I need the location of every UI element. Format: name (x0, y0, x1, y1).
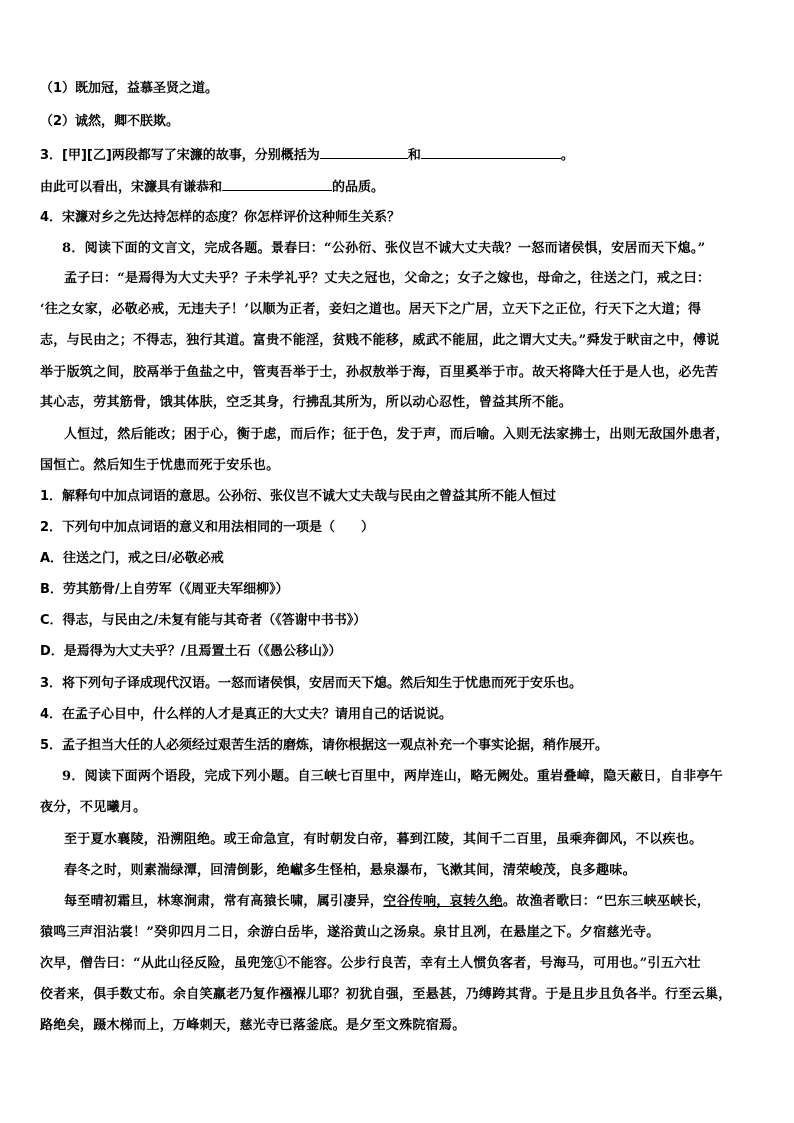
passage-line: 至于夏水襄陵，沿溯阻绝。或王命急宣，有时朝发白帝，暮到江陵，其间千二百里，虽乘奔御风，不以疾也。 (64, 832, 703, 847)
text-line: 4．宋濂对乡之先达持怎样的态度？你怎样评价这种师生关系？ (40, 210, 401, 225)
text-line: （1）既加冠，益慕圣贤之道。 (40, 81, 219, 96)
passage-line: 举于版筑之间，胶鬲举于鱼盐之中，管夷吾举于士，孙叔敖举于海，百里奚举于市。故天将降大任于是人也，必先苦 (40, 365, 719, 380)
text-fragment: 每至晴初霜旦，林寒涧肃，常有高猿长啸，属引凄异， (64, 894, 384, 909)
option-d[interactable]: D．是焉得为大丈夫乎？/且焉置土石（《愚公移山》） (40, 644, 342, 659)
question-fill-line (40, 178, 760, 197)
question-fill-line (40, 146, 760, 165)
passage-line: 9．阅读下面两个语段，完成下列小题。自三峡七百里中，两岸连山，略无阙处。重岩叠嶂，隐天蔽日，自非亭午 (62, 769, 724, 784)
passage-line: 次早，僧告曰：“从此山径反险，虽兜笼①不能容。公步行良苦，幸有土人惯负客者，号海马，可用也。”引五六壮 (40, 956, 701, 971)
passage-line: 国恒亡。然后知生于忧患而死于安乐也。 (40, 458, 280, 473)
question-line: 2．下列句中加点词语的意义和用法相同的一项是（ ） (40, 520, 375, 535)
answer-blank[interactable] (222, 178, 332, 191)
underlined-sentence: 空谷传响，哀转久绝 (383, 894, 503, 909)
text-fragment: 。故渔者歌曰：“巴东三峡巫峡长， (502, 894, 711, 909)
text-fragment: 的品质。 (332, 180, 385, 195)
passage-line (64, 893, 760, 911)
text-fragment: 3．[甲][乙]两段都写了宋濂的故事，分别概括为 (40, 148, 320, 163)
passage-line: 8．阅读下面的文言文，完成各题。景春曰：“公孙衍、张仪岂不诚大丈夫哉？一怒而诸侯惧，安居而天下熄。” (62, 241, 706, 256)
passage-line: 志，与民由之；不得志，独行其道。富贵不能淫，贫贱不能移，威武不能屈，此之谓大丈夫。”舜发于畎亩之中，傅说 (40, 333, 720, 348)
passage-line: ‘往之女家，必敬必戒，无违夫子！’以顺为正者，妾妇之道也。居天下之广居，立天下之正位，行天下之大道；得 (40, 302, 702, 317)
option-c[interactable]: C．得志，与民由之/未复有能与其奇者（《答谢中书书》） (40, 613, 367, 628)
text-fragment: 。 (560, 148, 574, 163)
passage-line: 其心志，劳其筋骨，饿其体肤，空乏其身，行拂乱其所为，所以动心忍性，曾益其所不能。 (40, 395, 573, 410)
answer-blank[interactable] (421, 146, 561, 159)
passage-line: 夜分，不见曦月。 (40, 800, 147, 815)
text-fragment: 和 (407, 148, 421, 163)
text-fragment: 由此可以看出，宋濂具有谦恭和 (40, 180, 223, 195)
question-line: 4．在孟子心目中，什么样的人才是真正的大丈夫？请用自己的话说说。 (40, 707, 453, 722)
question-line: 3．将下列句子译成现代汉语。一怒而诸侯惧，安居而天下熄。然后知生于忧患而死于安乐也。 (40, 676, 583, 691)
text-line: （2）诚然，卿不朕欺。 (40, 114, 180, 129)
passage-line: 路绝矣，蹑木梯而上，万峰刺天，慈光寺已落釜底。是夕至文殊院宿焉。 (40, 1018, 466, 1033)
passage-line: 猿鸣三声泪沾裳！”癸卯四月二日，余游白岳毕，遂浴黄山之汤泉。泉甘且冽，在悬崖之下。夕宿慈光寺。 (40, 925, 660, 940)
option-a[interactable]: A．往送之门，戒之曰/必敬必戒 (40, 551, 224, 566)
passage-line: 佼者来，俱手数丈布。余自笑羸老乃复作襁褓儿耶？初犹自强，至悬甚，乃缚跨其背。于是且步且负各半。行至云巢， (40, 987, 732, 1002)
passage-line: 春冬之时，则素湍绿潭，回清倒影，绝𪩘多生怪柏，悬泉瀑布，飞漱其间，清荣峻茂，良多趣味。 (64, 863, 636, 878)
passage-line: 人恒过，然后能改；困于心，衡于虑，而后作；征于色，发于声，而后喻。入则无法家拂士，出则无敌国外患者， (64, 427, 730, 442)
answer-blank[interactable] (320, 146, 408, 159)
passage-line: 孟子曰：“是焉得为大丈夫乎？子未学礼乎？丈夫之冠也，父命之；女子之嫁也，母命之，往送之门，戒之曰： (64, 271, 711, 286)
question-line: 5．孟子担当大任的人必须经过艰苦生活的磨炼，请你根据这一观点补充一个事实论据，稍作展开。 (40, 738, 609, 753)
question-line: 1．解释句中加点词语的意思。公孙衍、张仪岂不诚大丈夫哉与民由之曾益其所不能人恒过 (40, 489, 557, 504)
option-b[interactable]: B．劳其筋骨/上自劳军（《周亚夫军细柳》） (40, 582, 289, 597)
